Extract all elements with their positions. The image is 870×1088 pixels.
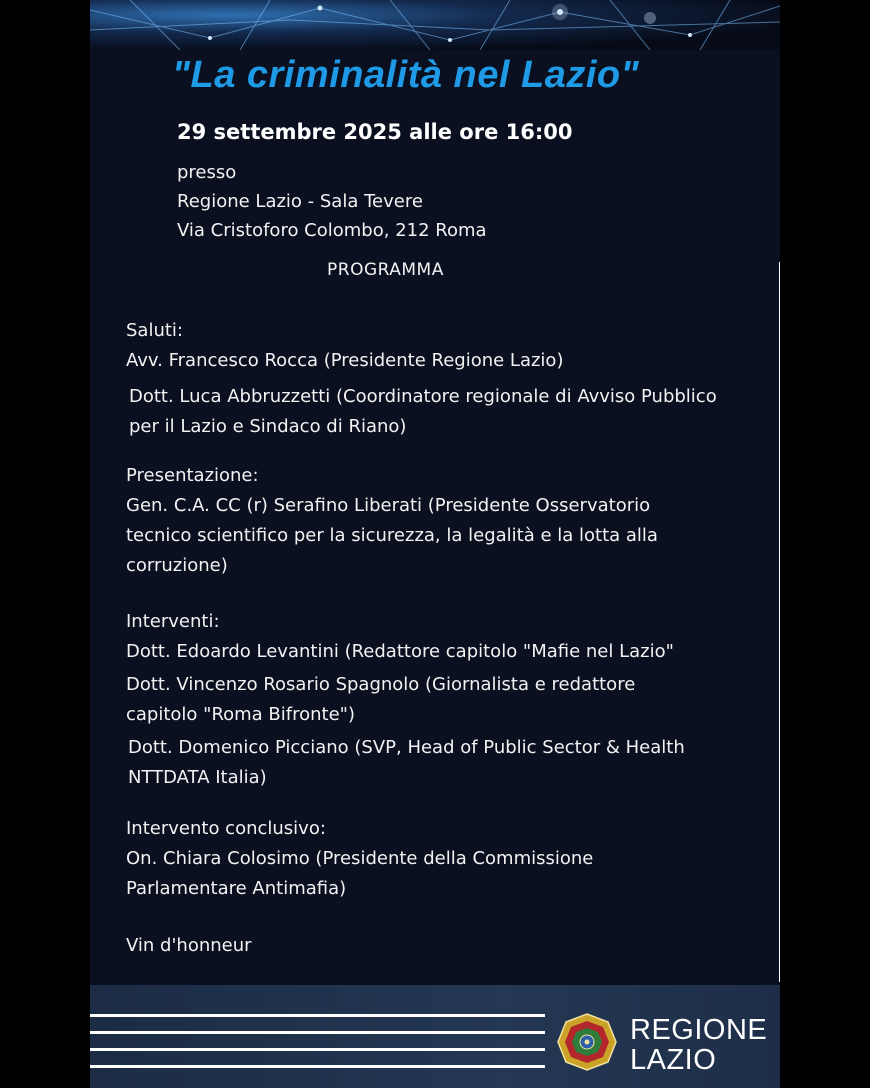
program-line: Avv. Francesco Rocca (Presidente Regione Lazio) (126, 350, 564, 371)
program-line: per il Lazio e Sindaco di Riano) (129, 416, 407, 437)
program-line: Dott. Vincenzo Rosario Spagnolo (Giornalista e redattore (126, 674, 636, 695)
venue-line: Via Cristoforo Colombo, 212 Roma (177, 220, 487, 241)
footer-bar (90, 985, 780, 1088)
section-heading: Presentazione: (126, 465, 259, 486)
logo-line: LAZIO (630, 1044, 717, 1076)
venue-block (177, 158, 487, 245)
section-heading: Intervento conclusivo: (126, 818, 326, 839)
section-saluti (126, 316, 717, 442)
event-date: 29 settembre 2025 alle ore 16:00 (177, 120, 573, 144)
footer-stripe (90, 1065, 545, 1068)
regione-lazio-emblem-icon (556, 1012, 618, 1072)
closing-line: Vin d'honneur (126, 935, 252, 956)
program-line: Parlamentare Antimafia) (126, 878, 347, 899)
program-line: Dott. Luca Abbruzzetti (Coordinatore regionale di Avviso Pubblico (129, 386, 717, 407)
logo-line: REGIONE (630, 1014, 768, 1046)
regione-lazio-logo-text (630, 1015, 767, 1075)
section-heading: Saluti: (126, 320, 183, 341)
header-banner-image (90, 0, 780, 50)
programma-heading: PROGRAMMA (327, 260, 444, 280)
flyer (90, 0, 780, 1088)
program-line: Dott. Edoardo Levantini (Redattore capitolo "Mafie nel Lazio" (126, 641, 674, 662)
section-heading: Interventi: (126, 611, 220, 632)
program-line: On. Chiara Colosimo (Presidente della Commissione (126, 848, 594, 869)
section-presentazione (126, 461, 658, 581)
right-divider (779, 262, 780, 982)
section-interventi (126, 607, 685, 793)
program-line: corruzione) (126, 555, 228, 576)
venue-line: presso (177, 162, 237, 183)
section-conclusivo (126, 814, 593, 904)
footer-stripe (90, 1048, 545, 1051)
program-line: capitolo "Roma Bifronte") (126, 704, 355, 725)
event-title: "La criminalità nel Lazio" (172, 54, 640, 96)
program-line: tecnico scientifico per la sicurezza, la legalità e la lotta alla (126, 525, 658, 546)
footer-stripe (90, 1014, 545, 1017)
program-line: NTTDATA Italia) (128, 767, 267, 788)
program-line: Gen. C.A. CC (r) Serafino Liberati (Presidente Osservatorio (126, 495, 651, 516)
program-line: Dott. Domenico Picciano (SVP, Head of Public Sector & Health (128, 737, 685, 758)
footer-stripe (90, 1031, 545, 1034)
venue-line: Regione Lazio - Sala Tevere (177, 191, 423, 212)
